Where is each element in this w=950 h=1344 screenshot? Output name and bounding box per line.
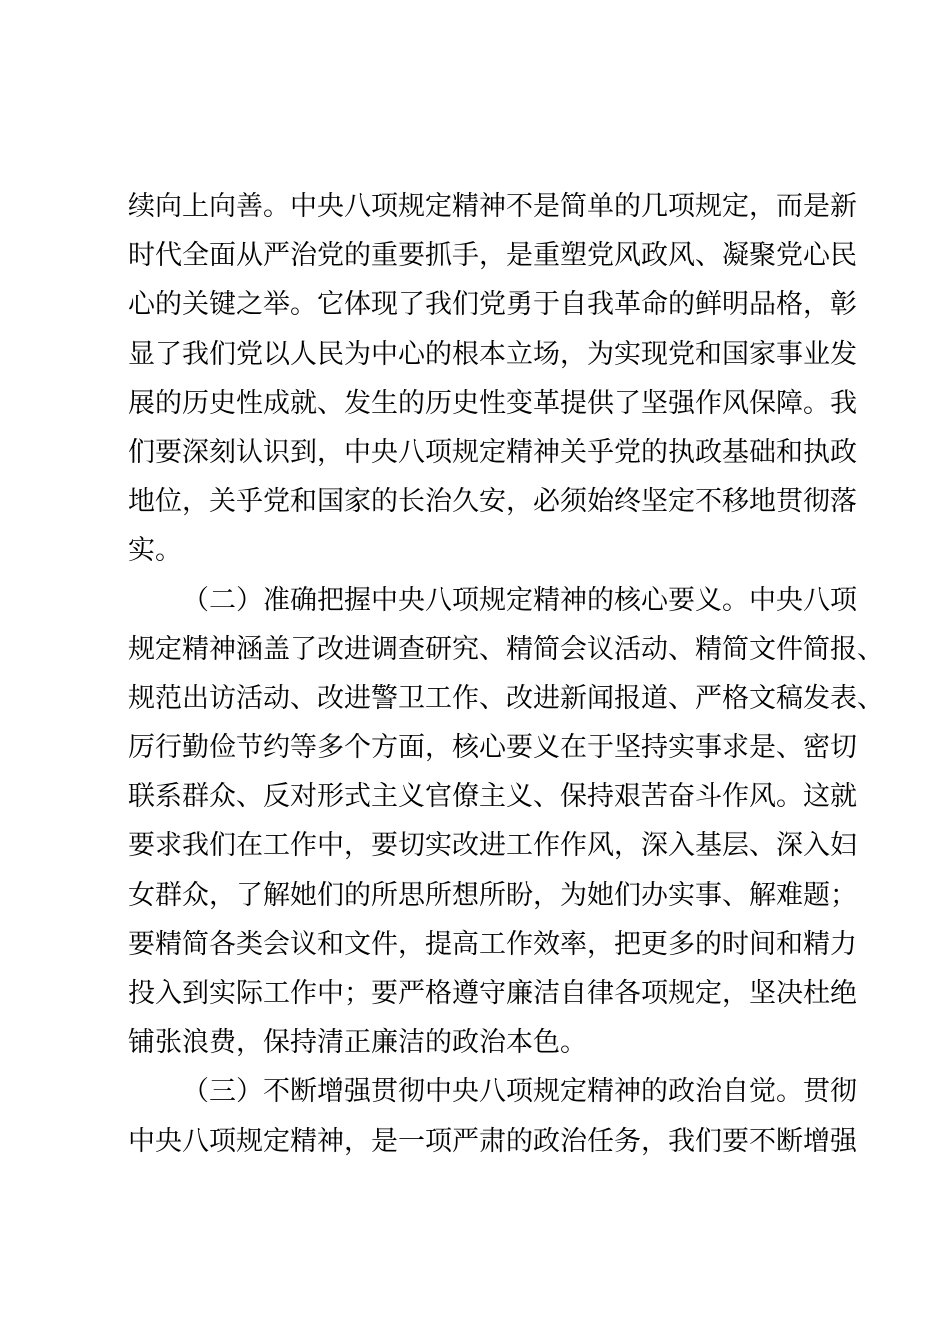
text-line: 们要深刻认识到，中央八项规定精神关乎党的执政基础和执政 [128,436,857,468]
text-line: 续向上向善。中央八项规定精神不是简单的几项规定，而是新 [128,191,857,222]
text-line: 时代全面从严治党的重要抓手，是重塑党风政风、凝聚党心民 [128,240,857,272]
text-line: 展的历史性成就、发生的历史性变革提供了坚强作风保障。我 [128,387,857,419]
section-heading-line: （三）不断增强贯彻中央八项规定精神的政治自觉。贯彻 [182,1076,857,1108]
text-line: 要精简各类会议和文件，提高工作效率，把更多的时间和精力 [128,928,857,960]
text-line: 铺张浪费，保持清正廉洁的政治本色。 [128,1027,587,1059]
text-line: 实。 [128,535,182,567]
text-line: 规定精神涵盖了改进调查研究、精简会议活动、精简文件简报、 [128,633,884,665]
body-text [128,182,884,1166]
text-line: 联系群众、反对形式主义官僚主义、保持艰苦奋斗作风。这就 [128,781,857,813]
text-line: 要求我们在工作中，要切实改进工作作风，深入基层、深入妇 [128,830,857,862]
text-line: 女群众，了解她们的所思所想所盼，为她们办实事、解难题； [128,879,857,911]
text-line: 中央八项规定精神，是一项严肃的政治任务，我们要不断增强 [128,1125,857,1157]
text-line: 地位，关乎党和国家的长治久安，必须始终坚定不移地贯彻落 [128,486,857,518]
text-line: 投入到实际工作中；要严格遵守廉洁自律各项规定，坚决杜绝 [128,978,857,1009]
text-line: 厉行勤俭节约等多个方面，核心要义在于坚持实事求是、密切 [128,732,857,764]
section-heading-line: （二）准确把握中央八项规定精神的核心要义。中央八项 [182,584,857,616]
text-line: 显了我们党以人民为中心的根本立场，为实现党和国家事业发 [128,338,857,370]
text-line: 规范出访活动、改进警卫工作、改进新闻报道、严格文稿发表、 [128,682,884,714]
text-line: 心的关键之举。它体现了我们党勇于自我革命的鲜明品格，彰 [128,289,857,321]
